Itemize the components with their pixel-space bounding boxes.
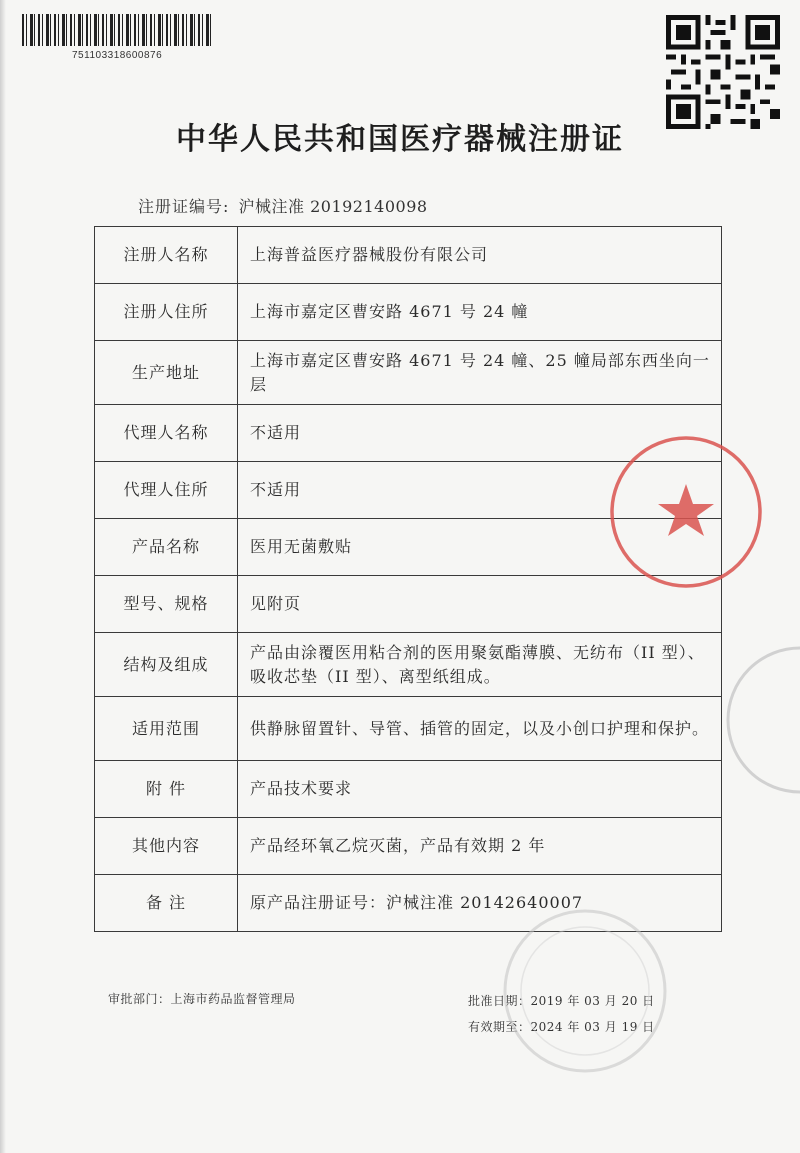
row-value: 上海市嘉定区曹安路 4671 号 24 幢、25 幢局部东西坐向一层 [238, 341, 722, 405]
faded-stamp-right [716, 640, 800, 800]
row-value: 上海市嘉定区曹安路 4671 号 24 幢 [238, 284, 722, 341]
row-value: 不适用 [238, 405, 722, 462]
row-value: 产品经环氧乙烷灭菌，产品有效期 2 年 [238, 818, 722, 875]
row-label: 型号、规格 [95, 576, 238, 633]
row-label: 代理人住所 [95, 462, 238, 519]
row-label: 注册人住所 [95, 284, 238, 341]
row-value: 供静脉留置针、导管、插管的固定，以及小创口护理和保护。 [238, 697, 722, 761]
faded-official-stamp [500, 906, 670, 1076]
row-value: 产品由涂覆医用粘合剂的医用聚氨酯薄膜、无纺布（II 型）、吸收芯垫（II 型）、离型纸组成。 [238, 633, 722, 697]
table-row [95, 284, 722, 341]
registration-number-line [138, 194, 428, 217]
row-value: 医用无菌敷贴 [238, 519, 722, 576]
table-row [95, 633, 722, 697]
row-label: 备 注 [95, 875, 238, 932]
row-value: 见附页 [238, 576, 722, 633]
company-red-seal [606, 432, 766, 592]
registration-number-label: 注册证编号: [138, 197, 230, 216]
certificate-title: 中华人民共和国医疗器械注册证 [176, 122, 624, 157]
row-value: 不适用 [238, 462, 722, 519]
row-label: 产品名称 [95, 519, 238, 576]
row-label: 注册人名称 [95, 227, 238, 284]
row-value: 产品技术要求 [238, 761, 722, 818]
approving-department: 审批部门：上海市药品监督管理局 [108, 992, 296, 1006]
expiry-date: 有效期至：2024 年 03 月 19 日 [468, 1020, 655, 1034]
row-label: 结构及组成 [95, 633, 238, 697]
barcode [22, 14, 212, 46]
page-edge [0, 0, 6, 1153]
table-row [95, 341, 722, 405]
table-row [95, 697, 722, 761]
row-label: 代理人名称 [95, 405, 238, 462]
row-label: 适用范围 [95, 697, 238, 761]
row-value: 上海普益医疗器械股份有限公司 [238, 227, 722, 284]
table-row [95, 761, 722, 818]
row-label: 附 件 [95, 761, 238, 818]
table-row [95, 227, 722, 284]
row-label: 其他内容 [95, 818, 238, 875]
barcode-number: 751103318600876 [72, 50, 163, 61]
approval-date: 批准日期：2019 年 03 月 20 日 [468, 994, 655, 1008]
registration-number-value: 沪械注准 20192140098 [238, 197, 428, 216]
row-label: 生产地址 [95, 341, 238, 405]
row-value: 原产品注册证号：沪械注准 20142640007 [238, 875, 722, 932]
table-row [95, 818, 722, 875]
qr-code [666, 14, 780, 130]
